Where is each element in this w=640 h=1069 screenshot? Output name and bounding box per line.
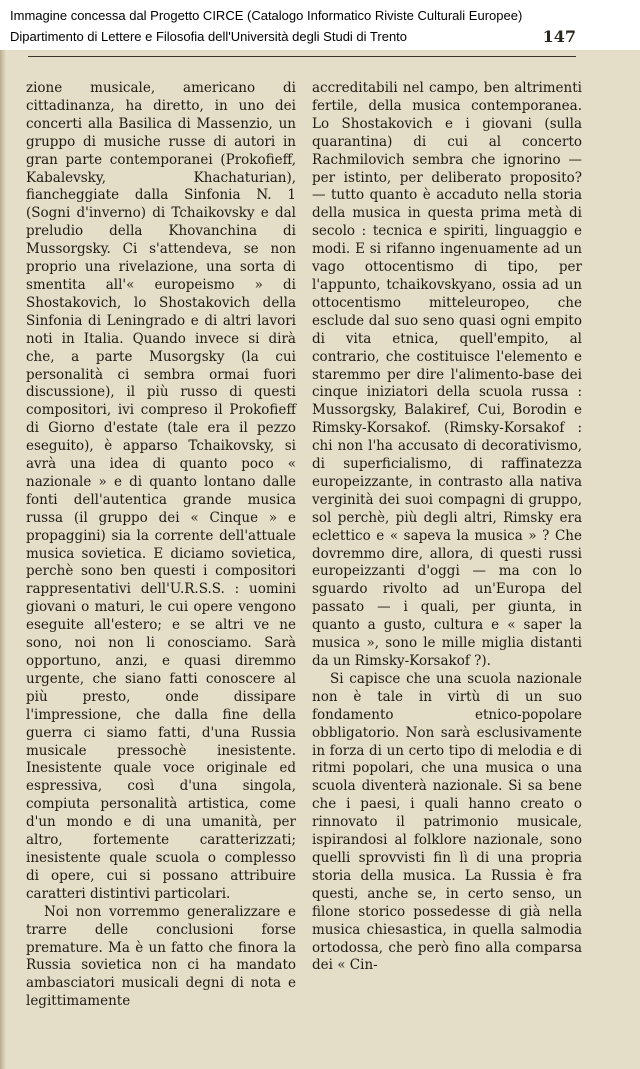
right-paragraph-1: accreditabili nel campo, ben altrimenti fertile, della musica contemporanea. Lo Shostakovich e i giovani (sulla quarantina) di cui al concerto Rachmilovich sembra che ignorino — per istinto, per deliberato proposito? — tutto quanto è accaduto nella storia della musica in questa prima metà di secolo : tecnica e spiriti, linguaggio e modi. E si rifanno ingenuamente ad un vago ottocentismo di tipo, per l'appunto, tchaikovskyano, ossia ad un ottocentismo mitteleuropeo, che esclude dal suo seno quasi ogni empito di vita etnica, quell'empito, al contrario, che costituisce l'elemento e staremmo per dire l'alimento-base dei cinque iniziatori della scuola russa : Mussorgsky, Balakiref, Cui, Borodin e Rimsky-Korsakof. (Rimsky-Korsakof : chi non l'ha accusato di decorativismo, di superficialismo, di raffinatezza europeizzante, in contrasto alla nativa verginità dei suoi compagni di gruppo, sol perchè, più degli altri, Rimsky era eclettico e « sapeva la musica » ? Che dovremmo dire, allora, di questi russi europeizzanti d'oggi — ma con lo sguardo rivolto ad un'Europa del passato — i quali, per giunta, in quanto a gusto, cultura e « saper la musica », sono le mille miglia distanti da un Rimsky-Korsakof ?). [312, 80, 582, 669]
page-number: 147 [542, 27, 576, 46]
left-column [26, 80, 296, 1011]
banner-line-2: Dipartimento di Lettere e Filosofia dell'Università degli Studi di Trento [10, 29, 408, 44]
source-banner [0, 0, 640, 50]
left-paragraph-2: Noi non vorremmo generalizzare e trarre delle conclusioni forse premature. Ma è un fatto che finora la Russia sovietica non ci ha mandato ambasciatori musicali degni di nota e legittimamente [26, 903, 296, 1010]
right-paragraph-2: Si capisce che una scuola nazionale non è tale in virtù di un suo fondamento etnico-popolare obbligatorio. Non sarà esclusivamente in forza di un certo tipo di melodia e di ritmi popolari, che una musica o una scuola diventerà nazionale. Si sa bene che i paesi, i quali hanno creato o rinnovato il patrimonio musicale, ispirandosi al folklore nazionale, sono quelli sprovvisti fin lì di una propria storia della musica. La Russia è fra questi, anche se, in certo senso, un filone storico possedesse di già nella musica chiesastica, in quella salmodia ortodossa, che però fino alla comparsa dei « Cin- [312, 670, 582, 974]
right-column [312, 80, 582, 975]
page-edge [0, 0, 6, 1069]
header-rule [28, 56, 576, 57]
left-paragraph-1: zione musicale, americano di cittadinanza, ha diretto, in uno dei concerti alla Basilica di Massenzio, un gruppo di musiche russe di autori in gran parte contemporanei (Prokofieff, Kabalevsky, Khachaturian), fiancheggiate dalla Sinfonia N. 1 (Sogni d'inverno) di Tchaikovsky e dal preludio della Khovanchina di Mussorgsky. Ci s'attendeva, se non proprio una rivelazione, una sorta di smentita all'« europeismo » di Shostakovich, lo Shostakovich della Sinfonia di Leningrado e di altri lavori noti in Italia. Quando invece si dirà che, a parte Musorgsky (la cui personalità ci sembra ormai fuori discussione), il più russo di questi compositori, ivi compreso il Prokofieff di Giorno d'estate (tale era il pezzo eseguito), è apparso Tchaikovsky, si avrà una idea di quanto poco « nazionale » e di quanto lontano dalle fonti dell'autentica grande musica russa (il gruppo dei « Cinque » e propagginі) sia la corrente dell'attuale musica sovietica. E diciamo sovietica, perchè sono ben questi i compositori rappresentativi dell'U.R.S.S. : uomini giovani o maturi, le cui opere vengono eseguite all'estero; e se altri ve ne sono, noi non li conosciamo. Sarà opportuno, anzi, e quasi diremmo urgente, che siano fatti conoscere al più presto, onde dissipare l'impressione, che dalla fine della guerra ci siamo fatti, d'una Russia musicale pressochè inesistente. Inesistente quale voce originale ed espressiva, così d'una singola, compiuta personalità artistica, come d'un mondo e di una umanità, per altro, fortemente caratterizzati; inesistente quale scuola o complesso di opere, cui si possano attribuire caratteri distintivi particolari. [26, 80, 296, 902]
banner-line-1: Immagine concessa dal Progetto CIRCE (Catalogo Informatico Riviste Culturali Europee) [10, 8, 523, 23]
